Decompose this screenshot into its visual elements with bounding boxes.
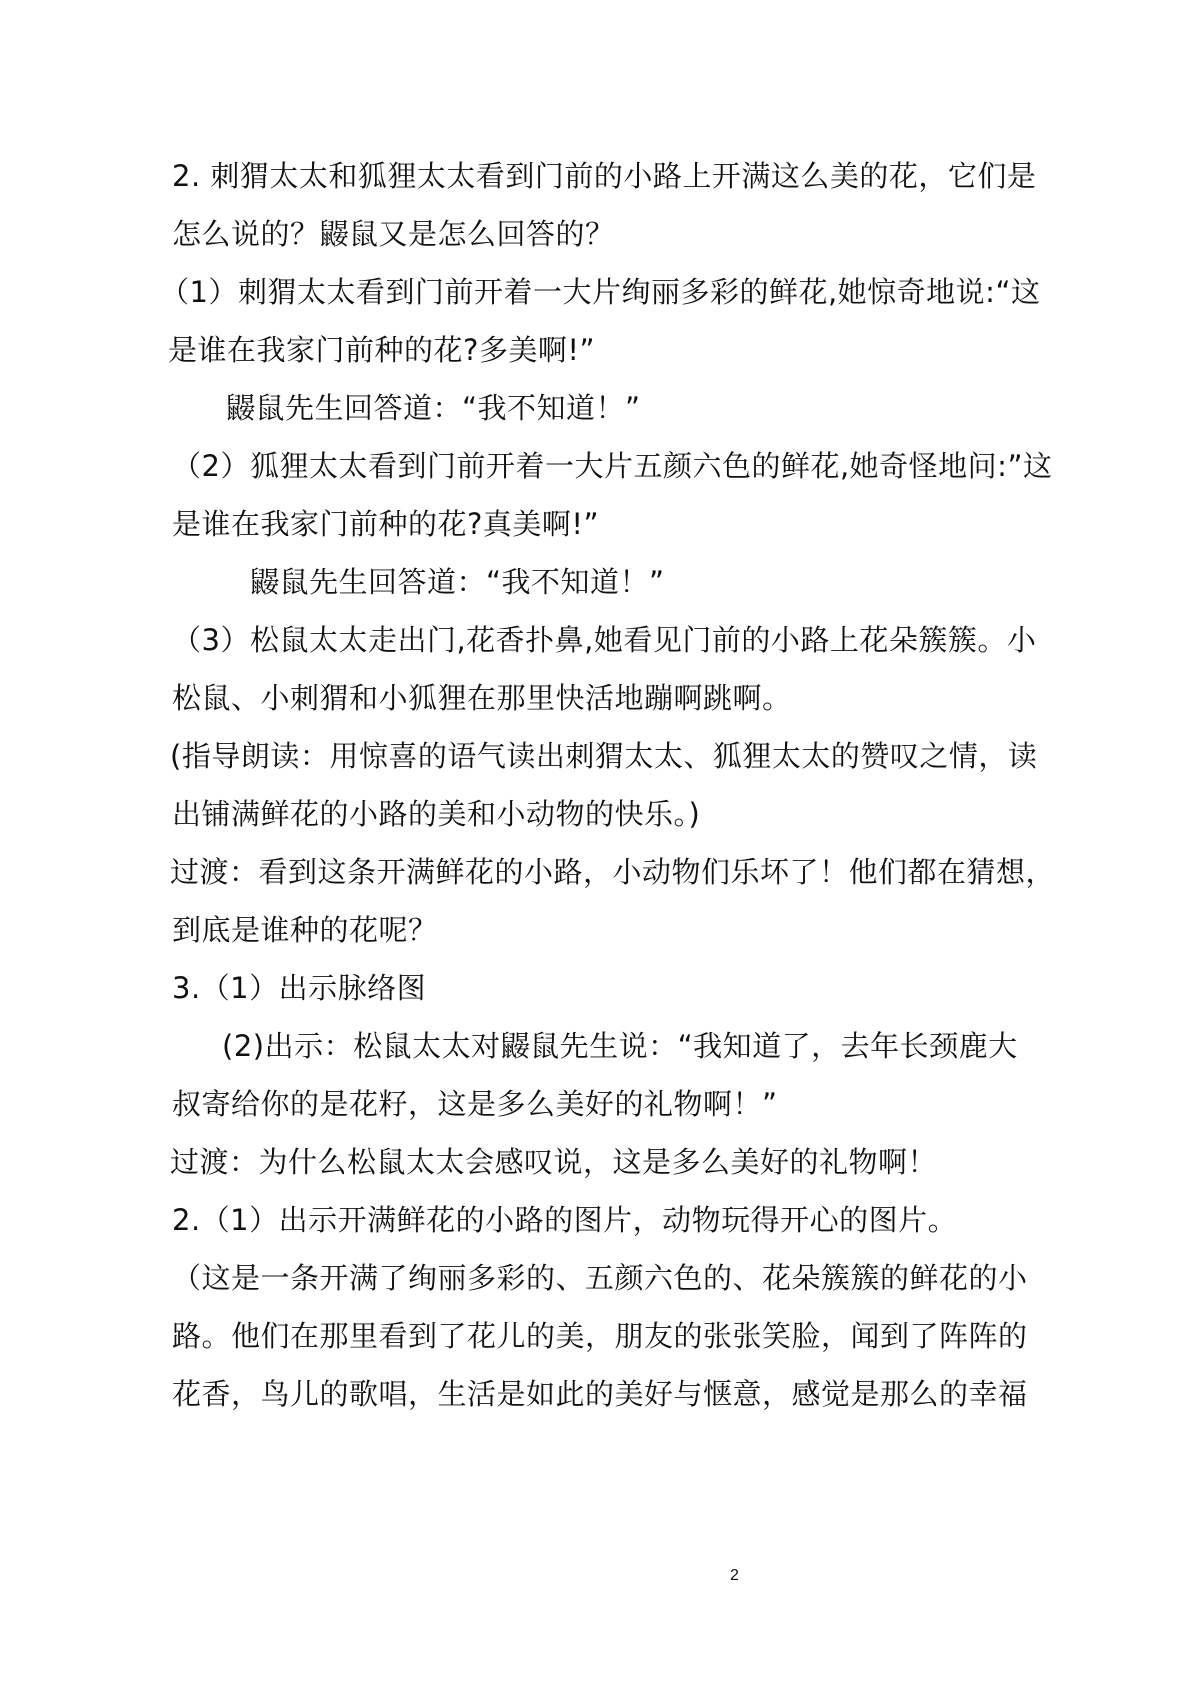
page-number: 2: [730, 1567, 739, 1584]
text-line: 花香，鸟儿的歌唱，生活是如此的美好与惬意，感觉是那么的幸福: [172, 1377, 1028, 1411]
text-line: 松鼠、小刺猬和小狐狸在那里快活地蹦啊跳啊。: [172, 681, 792, 715]
text-line: 过渡：为什么松鼠太太会感叹说，这是多么美好的礼物啊！: [170, 1145, 938, 1179]
text-line: （2）狐狸太太看到门前开着一大片五颜六色的鲜花,她奇怪地问:”这: [172, 449, 1053, 483]
text-line: 是谁在我家门前种的花?多美啊!”: [168, 333, 596, 367]
text-line: (2)出示：松鼠太太对鼹鼠先生说：“我知道了，去年长颈鹿大: [222, 1029, 1018, 1063]
text-line: 是谁在我家门前种的花?真美啊!”: [172, 507, 600, 541]
text-line: （这是一条开满了绚丽多彩的、五颜六色的、花朵簇簇的鲜花的小: [172, 1261, 1028, 1295]
text-line: 怎么说的？鼹鼠又是怎么回答的？: [172, 217, 615, 251]
text-line: （1）刺猬太太看到门前开着一大片绚丽多彩的鲜花,她惊奇地说:“这: [160, 275, 1041, 309]
text-line: (指导朗读：用惊喜的语气读出刺猬太太、狐狸太太的赞叹之情，读: [170, 739, 1038, 773]
text-line: 到底是谁种的花呢？: [172, 913, 438, 947]
text-line: 2.（1）出示开满鲜花的小路的图片，动物玩得开心的图片。: [172, 1203, 958, 1237]
text-line: 鼹鼠先生回答道：“我不知道！”: [250, 565, 665, 599]
text-line: 3.（1）出示脉络图: [172, 971, 427, 1005]
text-line: 叔寄给你的是花籽，这是多么美好的礼物啊！”: [172, 1087, 778, 1121]
text-line: 鼹鼠先生回答道：“我不知道！”: [226, 391, 641, 425]
text-line: 过渡：看到这条开满鲜花的小路，小动物们乐坏了！他们都在猜想，: [170, 855, 1056, 889]
text-line: 路。他们在那里看到了花儿的美，朋友的张张笑脸，闻到了阵阵的: [172, 1319, 1028, 1353]
text-line: 2. 刺猬太太和狐狸太太看到门前的小路上开满这么美的花，它们是: [172, 159, 1037, 193]
text-line: （3）松鼠太太走出门,花香扑鼻,她看见门前的小路上花朵簇簇。小: [172, 623, 1037, 657]
text-line: 出铺满鲜花的小路的美和小动物的快乐。): [172, 797, 701, 831]
